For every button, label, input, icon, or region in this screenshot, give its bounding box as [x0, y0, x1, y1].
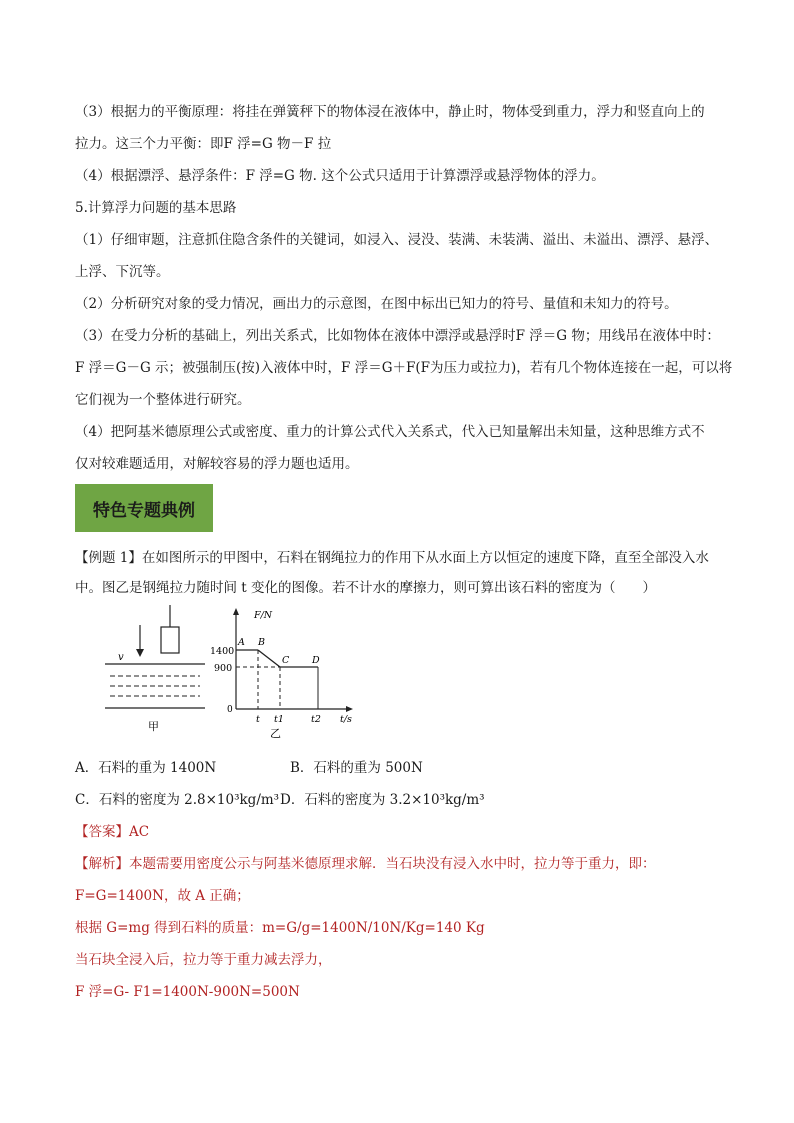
y-axis-label: F/N	[254, 610, 273, 621]
option-d: D．石料的密度为 3.2×10³kg/m³	[280, 792, 485, 808]
example-line-2: 中。图乙是钢绳拉力随时间 t 变化的图像。若不计水的摩擦力，则可算出该石料的密度为（ ）	[75, 580, 657, 596]
analysis-line-4: 当石块全浸入后，拉力等于重力减去浮力，	[75, 952, 332, 968]
yi-label: 乙	[270, 727, 281, 740]
section-5-item-2: （2）分析研究对象的受力情况，画出力的示意图，在图中标出已知力的符号、量值和未知力的符号。	[75, 296, 678, 312]
section-5-item-4-line-1: （4）把阿基米德原理公式或密度、重力的计算公式代入关系式，代入已知量解出未知量，这种思维方式不	[75, 424, 705, 440]
section-5-item-1-line-1: （1）仔细审题，注意抓住隐含条件的关键词，如浸入、浸没、装满、未装满、溢出、未溢出、漂浮、悬浮、	[75, 232, 719, 248]
example-figure	[100, 605, 360, 749]
x-tick-t1: t1	[274, 714, 284, 725]
y-tick-900: 900	[214, 663, 233, 674]
x-axis-arrow	[346, 706, 353, 712]
analysis-line-1: 【解析】本题需要用密度公示与阿基米德原理求解．当石块没有浸入水中时，拉力等于重力，即：	[75, 856, 656, 872]
x-tick-t: t	[256, 714, 260, 725]
jia-label: 甲	[148, 720, 159, 733]
analysis-line-3: 根据 G=mg 得到石料的质量：m=G/g=1400N/10N/Kg=140 Kg	[75, 920, 485, 936]
series-segment-bc	[258, 650, 280, 667]
chart-yi	[210, 608, 353, 740]
section-banner: 特色专题典例	[75, 484, 213, 532]
example-line-1: 【例题 1】在如图所示的甲图中，石料在钢绳拉力的作用下从水面上方以恒定的速度下降，直至全部没入水	[75, 550, 709, 566]
section-5-item-3-line-2: F 浮＝G－G 示；被强制压(按)入液体中时，F 浮＝G＋F(F为压力或拉力)，若有几个物体连接在一起，可以将	[75, 360, 733, 376]
section-5-item-3-line-3: 它们视为一个整体进行研究。	[75, 392, 251, 408]
paragraph-3-line-1: （3）根据力的平衡原理：将挂在弹簧秤下的物体浸在液体中，静止时，物体受到重力，浮力和竖直向上的	[75, 104, 705, 120]
paragraph-3-line-2: 拉力。这三个力平衡：即F 浮=G 物－F 拉	[75, 136, 332, 152]
section-5-item-3-line-1: （3）在受力分析的基础上，列出关系式，比如物体在液体中漂浮或悬浮时F 浮＝G 物；用线吊在液体中时：	[75, 328, 720, 344]
stone-block	[161, 627, 179, 653]
y-axis-arrow	[233, 608, 239, 615]
option-b: B．石料的重为 500N	[290, 760, 423, 776]
velocity-arrowhead	[136, 649, 144, 657]
option-c: C．石料的密度为 2.8×10³kg/m³	[75, 792, 280, 808]
analysis-line-2: F=G=1400N，故 A 正确；	[75, 888, 250, 904]
section-5-heading: 5.计算浮力问题的基本思路	[75, 200, 237, 216]
origin-label: 0	[227, 705, 233, 715]
answer: 【答案】AC	[75, 824, 150, 840]
x-tick-t2: t2	[311, 714, 321, 725]
option-a: A．石料的重为 1400N	[75, 760, 217, 776]
section-5-item-1-line-2: 上浮、下沉等。	[75, 264, 170, 280]
analysis-line-5: F 浮=G- F1=1400N-900N=500N	[75, 984, 300, 1000]
y-tick-1400: 1400	[210, 646, 235, 657]
v-label: v	[118, 652, 124, 663]
point-a-label: A	[238, 637, 245, 648]
section-5-item-4-line-2: 仅对较难题适用，对解较容易的浮力题也适用。	[75, 456, 359, 472]
point-c-label: C	[282, 655, 290, 666]
point-d-label: D	[312, 655, 320, 666]
x-axis-label: t/s	[340, 714, 352, 725]
figure-svg	[100, 605, 360, 745]
paragraph-4: （4）根据漂浮、悬浮条件：F 浮=G 物. 这个公式只适用于计算漂浮或悬浮物体的浮力。	[75, 168, 605, 184]
diagram-jia	[105, 605, 205, 733]
point-b-label: B	[258, 637, 265, 648]
